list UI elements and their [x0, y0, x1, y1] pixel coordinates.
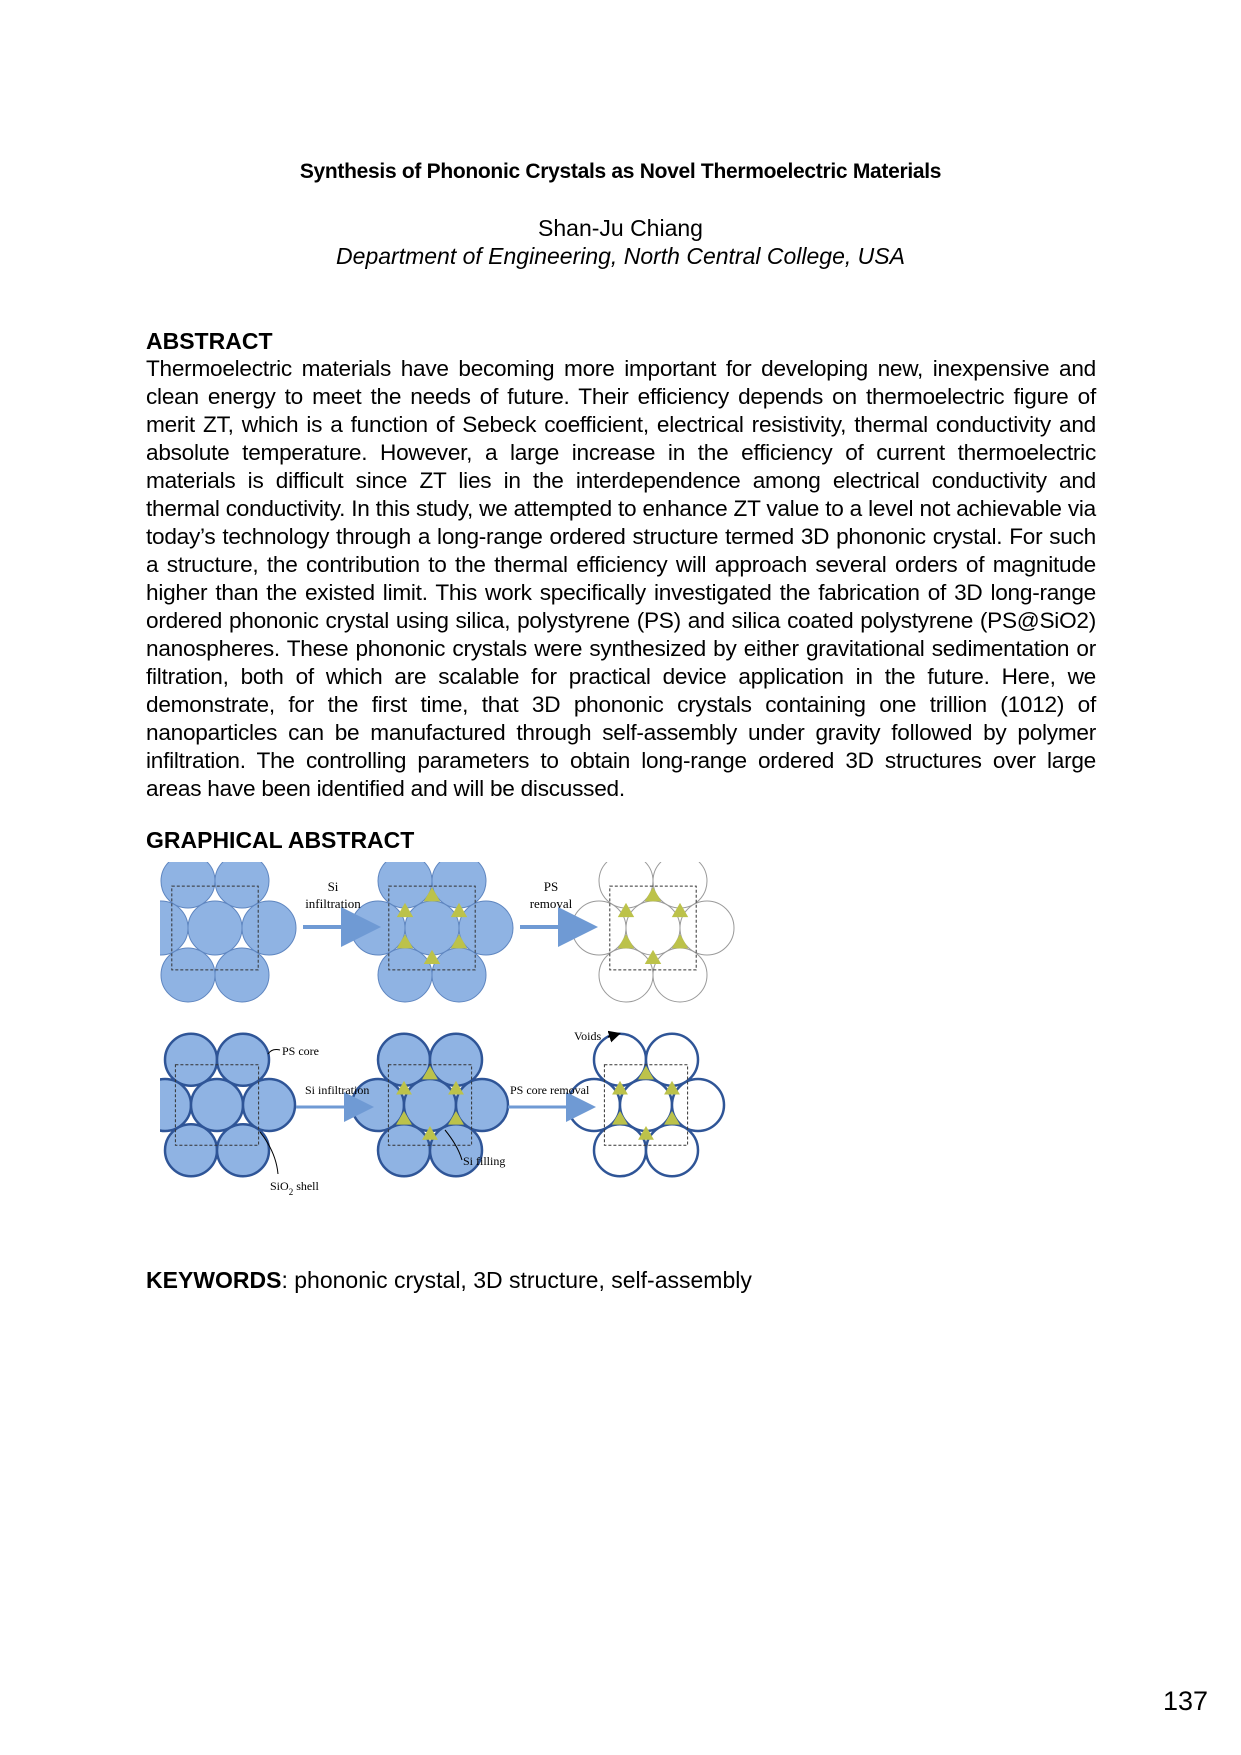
top-removed-sphere	[626, 901, 680, 955]
keywords-line	[146, 1267, 752, 1294]
top-infiltrated-sphere	[459, 901, 513, 955]
top-removed-sphere	[599, 948, 653, 1002]
bottom-infiltrated-sphere	[430, 1124, 482, 1176]
top-infiltrated-sphere	[432, 948, 486, 1002]
top-infiltrated-sphere	[378, 948, 432, 1002]
bottom-initial-sphere	[217, 1034, 269, 1086]
bottom-initial-sphere	[217, 1124, 269, 1176]
top-arrow1-label-line1: Si	[327, 879, 339, 894]
top-initial-sphere	[215, 862, 269, 908]
bottom-removed-sphere	[646, 1034, 698, 1086]
voids-label: Voids	[574, 1029, 602, 1043]
top-arrow2-label-line2: removal	[529, 896, 573, 911]
bottom-initial-sphere	[243, 1079, 295, 1131]
bottom-initial-sphere	[165, 1124, 217, 1176]
bottom-removed-sphere	[594, 1034, 646, 1086]
bottom-infiltrated-sphere	[378, 1034, 430, 1086]
top-initial-sphere	[160, 901, 188, 955]
graphical-abstract-figure	[160, 862, 750, 1212]
top-removed-sphere	[653, 948, 707, 1002]
bottom-ps-core-removal-label: PS core removal	[510, 1083, 590, 1097]
top-removed-sphere	[680, 901, 734, 955]
top-initial-sphere	[188, 901, 242, 955]
bottom-removed-sphere	[620, 1079, 672, 1131]
bottom-removed-sphere	[594, 1124, 646, 1176]
top-infiltrated-sphere	[378, 862, 432, 908]
graphical-abstract-svg	[160, 862, 750, 1212]
abstract-heading: ABSTRACT	[146, 328, 273, 354]
top-arrow1-label-line2: infiltration	[305, 896, 361, 911]
page-number: 137	[1162, 1686, 1208, 1716]
bottom-removed-sphere	[672, 1079, 724, 1131]
bottom-infiltrated-sphere	[430, 1034, 482, 1086]
top-arrow2-label-line1: PS	[543, 879, 559, 894]
keywords-label: KEYWORDS	[146, 1267, 282, 1293]
keywords-text: : phononic crystal, 3D structure, self-assembly	[281, 1267, 752, 1293]
bottom-removed-sphere	[646, 1124, 698, 1176]
top-removed-sphere	[599, 862, 653, 908]
top-initial-cluster	[160, 862, 296, 1002]
bottom-initial-sphere	[191, 1079, 243, 1131]
top-infiltrated-sphere	[405, 901, 459, 955]
bottom-si-infiltration-label: Si infiltration	[305, 1083, 370, 1097]
si-filling-label: Si filling	[463, 1154, 506, 1168]
bottom-initial-cluster	[160, 1034, 295, 1176]
top-initial-sphere	[161, 862, 215, 908]
author-affiliation: Department of Engineering, North Central College, USA	[336, 243, 905, 269]
ps-core-label: PS core	[282, 1044, 319, 1058]
bottom-removed-cluster	[568, 1034, 724, 1176]
top-infiltrated-cluster	[351, 862, 513, 1002]
paper-title: Synthesis of Phononic Crystals as Novel Thermoelectric Materials	[299, 160, 942, 183]
top-removed-cluster	[572, 862, 734, 1002]
abstract-text: Thermoelectric materials have becoming more important for developing new, inexpensive and clean energy to meet the needs of future. Their efficiency depends on thermoelectric figure of merit ZT, which is a function of Sebeck coefficient, electrical resistivity, thermal conductivity and absolute temperature. However, a large increase in the efficiency of current thermoelectric materials is difficult since ZT lies in the interdependence among electrical conductivity and thermal conductivity. In this study, we attempted to enhance ZT value to a level not achievable via today’s technology through a long-range ordered structure termed 3D phononic crystal. For such a structure, the contribution to the thermal efficiency will approach several orders of magnitude higher than the existed limit. This work specifically investigated the fabrication of 3D long-range ordered phononic crystal using silica, polystyrene (PS) and silica coated polystyrene (PS@SiO2) nanospheres. These phononic crystals were synthesized by either gravitational sedimentation or filtration, both of which are scalable for practical device application in the future. Here, we demonstrate, for the first time, that 3D phononic crystals containing one trillion (1012) of nanoparticles can be manufactured through self-assembly under gravity followed by polymer infiltration. The controlling parameters to obtain long-range ordered 3D structures over large areas have been identified and will be discussed.	[146, 356, 1096, 801]
ps-core-pointer	[268, 1050, 280, 1055]
sio2-shell-label: SiO$_2$ shell	[270, 1179, 319, 1197]
top-initial-sphere	[161, 948, 215, 1002]
graphical-abstract-heading: GRAPHICAL ABSTRACT	[146, 827, 415, 853]
abstract-section	[146, 328, 1096, 803]
top-infiltrated-sphere	[432, 862, 486, 908]
bottom-initial-sphere	[165, 1034, 217, 1086]
bottom-infiltrated-sphere	[404, 1079, 456, 1131]
top-row-diagram	[160, 862, 734, 1002]
bottom-infiltrated-sphere	[378, 1124, 430, 1176]
author-name: Shan-Ju Chiang	[538, 215, 703, 241]
top-initial-sphere	[242, 901, 296, 955]
bottom-infiltrated-sphere	[456, 1079, 508, 1131]
bottom-row-diagram	[160, 1034, 724, 1176]
top-removed-sphere	[653, 862, 707, 908]
graphical-abstract-heading-wrap	[146, 827, 1096, 854]
top-initial-sphere	[215, 948, 269, 1002]
